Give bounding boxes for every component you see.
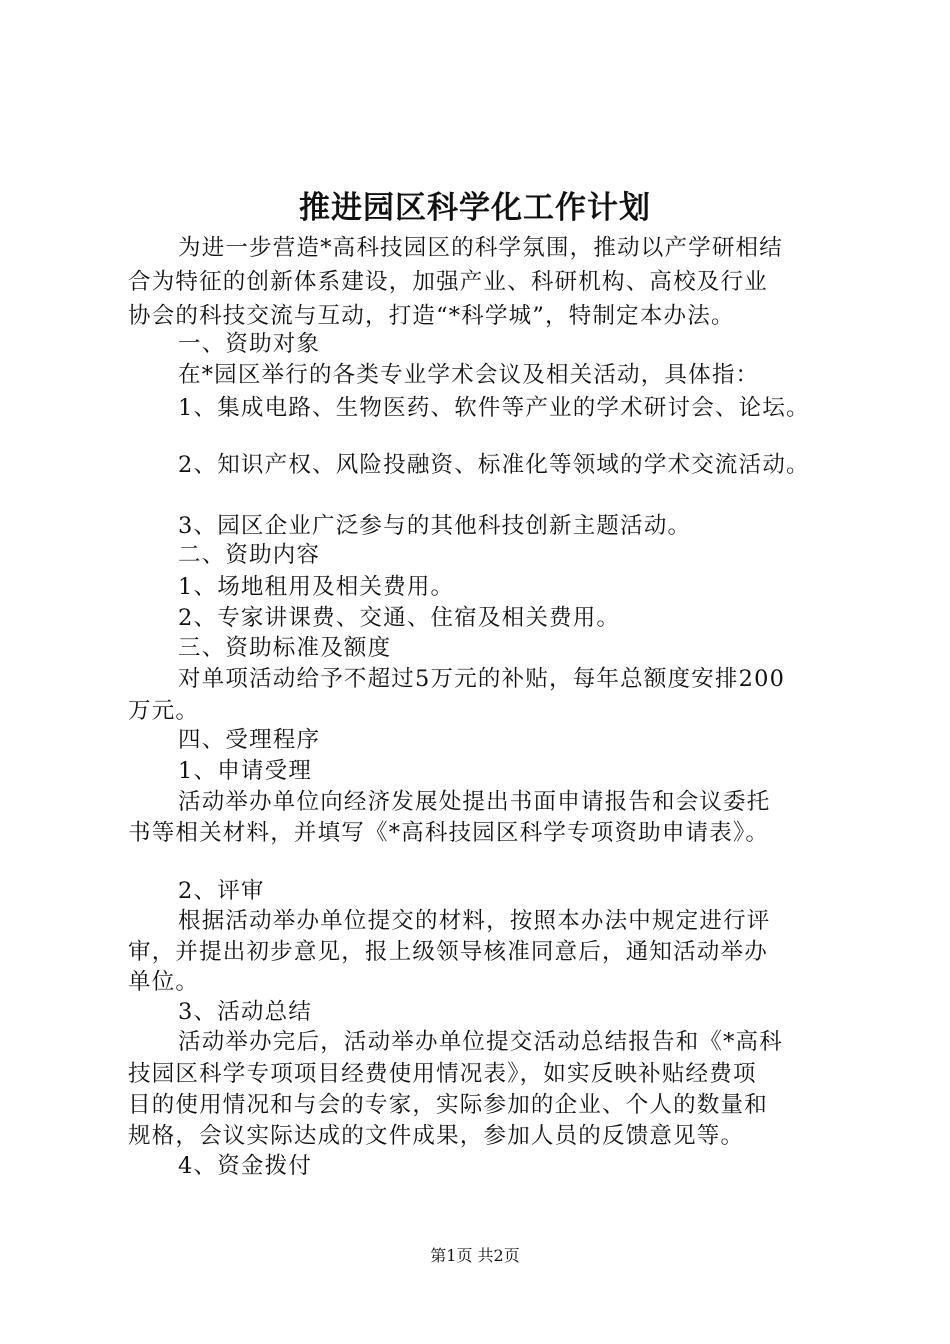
paragraph-line: 规格，会议实际达成的文件成果，参加人员的反馈意见等。 [128, 1123, 745, 1149]
section-heading: 三、资助标准及额度 [178, 635, 392, 661]
sub-heading: 2、评审 [178, 878, 265, 904]
section-heading: 一、资助对象 [178, 331, 321, 357]
document-title: 推进园区科学化工作计划 [299, 190, 651, 226]
paragraph-line: 根据活动举办单位提交的材料，按照本办法中规定进行评 [178, 908, 771, 934]
paragraph-line: 活动举办单位向经济发展处提出书面申请报告和会议委托 [178, 789, 771, 815]
sub-heading: 1、申请受理 [178, 758, 313, 784]
sub-heading: 3、活动总结 [178, 999, 313, 1025]
sub-heading: 4、资金拨付 [178, 1153, 313, 1179]
paragraph-line: 单位。 [128, 969, 200, 995]
list-item: 2、专家讲课费、交通、住宿及相关费用。 [178, 605, 621, 631]
paragraph-line: 合为特征的创新体系建设，加强产业、科研机构、高校及行业 [128, 269, 768, 295]
paragraph-line: 为进一步营造*高科技园区的科学氛围，推动以产学研相结 [178, 235, 783, 261]
paragraph-line: 万元。 [128, 698, 200, 724]
paragraph-line: 审，并提出初步意见，报上级领导核准同意后，通知活动举办 [128, 939, 768, 965]
list-item: 1、集成电路、生物医药、软件等产业的学术研讨会、论坛。 [178, 395, 810, 421]
paragraph-line: 活动举办完后，活动举办单位提交活动总结报告和《*高科 [178, 1029, 783, 1055]
paragraph-line: 协会的科技交流与互动，打造“*科学城”，特制定本办法。 [128, 303, 735, 329]
section-heading: 二、资助内容 [178, 542, 321, 568]
list-item: 1、场地租用及相关费用。 [178, 574, 455, 600]
page-footer: 第1页 共2页 [430, 1246, 520, 1265]
paragraph-line: 技园区科学专项项目经费使用情况表》，如实反映补贴经费项 [128, 1061, 757, 1087]
paragraph-line: 在*园区举行的各类专业学术会议及相关活动，具体指： [178, 362, 760, 388]
section-heading: 四、受理程序 [178, 727, 321, 753]
list-item: 2、知识产权、风险投融资、标准化等领域的学术交流活动。 [178, 452, 810, 478]
paragraph-line: 目的使用情况和与会的专家，实际参加的企业、个人的数量和 [128, 1092, 768, 1118]
paragraph-line: 书等相关材料，并填写《*高科技园区科学专项资助申请表》。 [128, 820, 770, 846]
list-item: 3、园区企业广泛参与的其他科技创新主题活动。 [178, 513, 692, 539]
paragraph-line: 对单项活动给予不超过5万元的补贴，每年总额度安排200 [178, 666, 786, 692]
